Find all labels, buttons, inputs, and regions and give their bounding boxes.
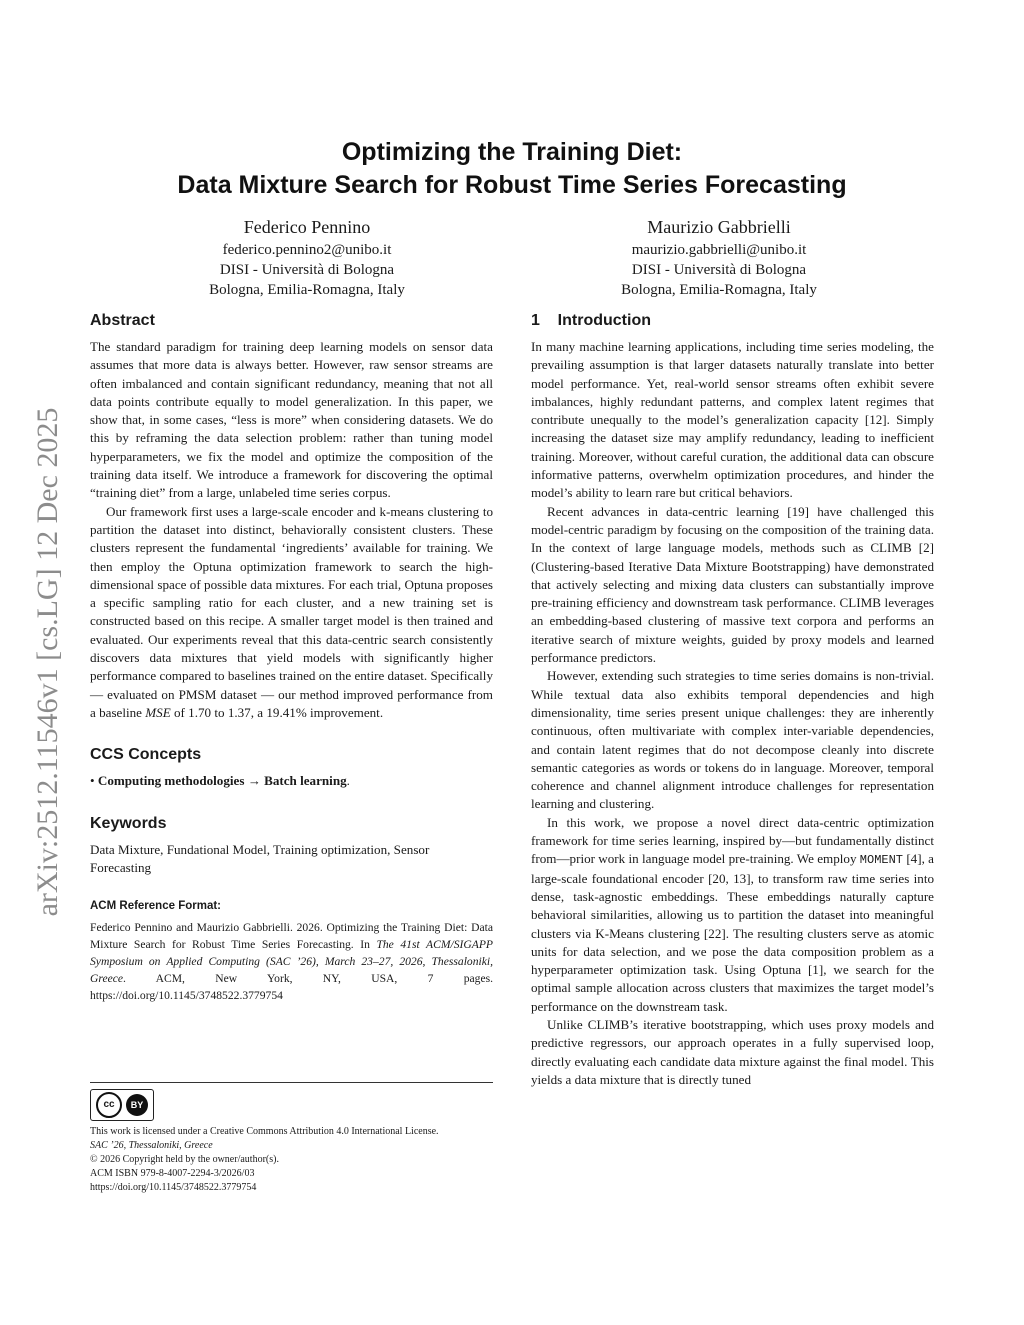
ccs-bullet: • — [90, 773, 98, 789]
keywords-text: Data Mixture, Fundational Model, Training optimization, Sensor Forecasting — [90, 841, 430, 875]
ccs-end: . — [346, 773, 350, 789]
abstract-heading: Abstract — [90, 312, 155, 329]
keywords-section — [90, 813, 493, 878]
acm-ref-text — [90, 919, 493, 1004]
intro-text: In this work, we propose a novel direct data-centric optimization framework for time series learning, inspired by—but fundamentally distinct from—prior work in language model pre-training. We employ — [531, 814, 934, 867]
moment-term: MOMENT — [859, 853, 904, 868]
author-email: federico.pennino2@unibo.it — [222, 242, 392, 258]
ccs-heading: CCS Concepts — [90, 746, 202, 764]
author-name: Maurizio Gabbrielli — [647, 217, 791, 237]
mse-term: MSE — [145, 704, 171, 720]
author-affiliation: DISI - Università di Bologna — [631, 262, 807, 278]
author-block-2 — [539, 214, 899, 300]
title-line-1: Optimizing the Training Diet: — [341, 138, 683, 166]
license-line: This work is licensed under a Creative Commons Attribution 4.0 International License. — [90, 1126, 439, 1137]
ccs-concept — [90, 772, 493, 790]
doi-link[interactable]: https://doi.org/10.1145/3748522.3779754 — [90, 1182, 257, 1193]
acm-ref-venue: The 41st ACM/SIGAPP Symposium on Applied Computing (SAC ’26), March 23–27, 2026, Thessaloniki, Greece — [90, 938, 493, 986]
acm-ref-part: Federico Pennino and Maurizio Gabbrielli. 2026. Optimizing the Training Diet: Data Mixture Search for Robust Time Series Forecasting. In — [90, 921, 493, 952]
by-icon: BY — [126, 1094, 148, 1116]
abstract-paragraph-1: The standard paradigm for training deep learning models on sensor data assumes that more data is always better. However, raw sensor streams are often imbalanced and contain significant redundancy, meaning that not all data points contribute equally to model generalization. In this paper, we show that, in some cases, “less is more” when considering datasets. We do this by reframing the data selection problem: rather than tuning model hyperparameters, we fix the model and optimize the composition of the training data itself. We introduce a framework for discovering the optimal “training diet” from a large, unlabeled time series corpus. — [90, 339, 493, 501]
license-venue: SAC ’26, Thessaloniki, Greece — [90, 1140, 213, 1151]
title-line-2: Data Mixture Search for Robust Time Series Forecasting — [177, 171, 847, 199]
copyright-line: © 2026 Copyright held by the owner/author(s). — [90, 1154, 279, 1165]
left-column — [90, 310, 493, 1004]
license-block — [90, 1082, 493, 1195]
author-location: Bologna, Emilia-Romagna, Italy — [621, 282, 817, 298]
intro-paragraph-1: In many machine learning applications, including time series modeling, the prevailing assumption is that larger datasets naturally translate into better model performance. Yet, real-world sensor streams often exhibit severe imbalances, highly redundant patterns, and complex latent regimes that contribute unequally to the model’s generalization capacity [12]. Simply increasing the dataset size may amplify redundancy, leading to inefficient training. Moreover, without careful curation, the additional data can obscure informative patterns, overwhelm optimization procedures, and hinder the model’s ability to learn rare but critical behaviors. — [531, 339, 934, 501]
abstract-text: of 1.70 to 1.37, a 19.41% improvement. — [170, 704, 384, 720]
cc-icon: cc — [96, 1092, 122, 1118]
intro-paragraph-4 — [531, 814, 934, 1016]
acm-ref-heading: ACM Reference Format: — [90, 900, 221, 913]
right-column — [531, 310, 934, 1089]
intro-paragraph-2: Recent advances in data-centric learning [19] have challenged this model-centric paradigm by focusing on the composition of the training data. In the context of large language models, methods such as CLIMB [2] (Clustering-based Iterative Data Mixture Bootstrapping) have demonstrated that actively selecting and mixing data clusters can substantially improve pre-training efficiency and downstream task performance. CLIMB leverages an embedding-based clustering of massive text corpora and performs an iterative search of mixture weights, guided by proxy models and learned performance predictors. — [531, 503, 934, 666]
isbn-line: ACM ISBN 979-8-4007-2294-3/2026/03 — [90, 1168, 255, 1179]
intro-paragraph-5: Unlike CLIMB’s iterative bootstrapping, which uses proxy models and predictive regressors, our approach operates in a fully supervised loop, directly evaluating each candidate data mixture against the final model. This yields a data mixture that is directly tuned — [531, 1016, 934, 1087]
ccs-section — [90, 744, 493, 790]
author-affiliation: DISI - Università di Bologna — [219, 262, 395, 278]
abstract-paragraph-2 — [90, 503, 493, 723]
paper-title — [90, 136, 934, 202]
author-name: Federico Pennino — [243, 217, 371, 237]
introduction-heading: 1 Introduction — [531, 312, 651, 329]
author-email: maurizio.gabbrielli@unibo.it — [631, 242, 807, 258]
author-block-1 — [127, 214, 487, 300]
acm-ref-part: . ACM, New York, NY, USA, 7 pages. https://doi.org/10.1145/3748522.3779754 — [90, 972, 493, 1003]
abstract-text: Our framework first uses a large-scale encoder and k-means clustering to partition the dataset into distinct, behaviorally consistent clusters. These clusters represent the fundamental ‘ingredients’ available for training. We then employ the Optuna optimization framework to search the high-dimensional space of possible data mixtures. For each trial, Optuna proposes a specific sampling ratio for each cluster, and a new training set is constructed based on this recipe. A smaller target model is then trained and evaluated. Our experiments reveal that this data-centric search consistently discovers data mixtures that yield models with significantly higher performance compared to baselines trained on the entire dataset. Specifically — evaluated on PMSM dataset — our method improved performance from a baseline — [90, 503, 493, 720]
intro-paragraph-3: However, extending such strategies to time series domains is non-trivial. While textual data also exhibits temporal dependencies and high dimensionality, time series present unique challenges: they are inherently continuous, often multivariate with complex inter-variable dependencies, and contain latent regimes that do not decompose cleanly into discrete semantic categories as words or tokens do in language. Moreover, temporal coherence and channel alignment introduce challenges for representation learning and clustering. — [531, 668, 934, 812]
arxiv-identifier: arXiv:2512.11546v1 [cs.LG] 12 Dec 2025 — [31, 407, 64, 917]
ccs-concept-text: Computing methodologies → Batch learning — [97, 773, 347, 789]
intro-text: [4], a large-scale foundational encoder [20, 13], to transform raw time series into dense, task-agnostic embeddings. These embeddings naturally capture behavioral similarities, allowing us to partition the dataset into meaningful clusters via K-Means clustering [22]. The resulting clusters serve as atomic units for data selection, and we pose the data composition problem as a hyperparameter optimization task. Using Optuna [1], we search for the optimal sample allocation across clusters that maximizes the target model’s performance on the downstream task. — [531, 851, 934, 1014]
keywords-heading: Keywords — [90, 814, 167, 832]
cc-by-badge[interactable] — [90, 1089, 154, 1121]
author-location: Bologna, Emilia-Romagna, Italy — [209, 282, 405, 298]
